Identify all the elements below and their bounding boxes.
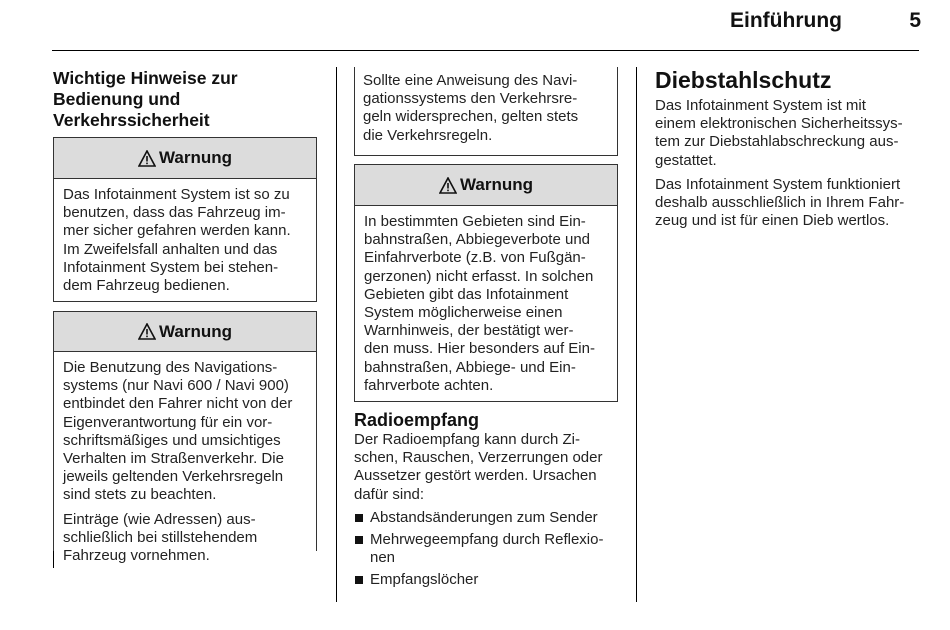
continued-warning-box xyxy=(354,67,618,156)
warning-box-1 xyxy=(53,137,317,302)
list-item xyxy=(354,509,626,527)
warning-text-3: In bestimmten Gebieten sind Ein- bahnstraßen, Abbiegeverbote und Einfahrverbote (z.B. von Fußgän- gerzonen) nicht erfasst. In solchen Gebieten gibt das Infotainment System möglicherweise einen Warnhinweis, der bestätigt wer- den muss. Hier besonders auf Ein- bahnstraßen, Abbiege- und Ein- fahrverbote achten. xyxy=(364,213,595,394)
warning-text-1: Das Infotainment System ist so zu benutzen, dass das Fahrzeug im- mer sicher gefahren werden kann. Im Zweifelsfall anhalten und das Infotainment System bei stehen- dem Fahrzeug bedienen. xyxy=(63,186,291,295)
bullet-text: Abstandsänderungen zum Sender xyxy=(370,508,598,526)
bullet-icon xyxy=(355,576,363,584)
section-title-safety: Wichtige Hinweise zur Bedienung und Verkehrssicherheit xyxy=(53,68,238,130)
warning-box-2 xyxy=(53,311,317,565)
warning-header-2 xyxy=(54,312,316,352)
bullet-icon xyxy=(355,536,363,544)
theft-protection-heading: Diebstahlschutz xyxy=(655,67,832,93)
warning-label-3: Warnung xyxy=(459,175,534,194)
warning-header-1 xyxy=(54,138,316,179)
warning-triangle-icon xyxy=(138,323,156,340)
warning-triangle-icon xyxy=(138,150,156,167)
warning-body-1 xyxy=(54,179,316,295)
warning-label-1: Warnung xyxy=(158,148,233,167)
header-divider xyxy=(52,50,919,51)
column-3 xyxy=(655,66,930,230)
warning-header-3 xyxy=(355,165,617,206)
radio-bullet-list xyxy=(354,509,626,590)
page-number: 5 xyxy=(909,9,921,32)
list-item xyxy=(354,531,626,567)
warning-text-2a: Die Benutzung des Navigations- systems (nur Navi 600 / Navi 900) entbindet den Fahrer nicht von der Eigenverantwortung für ein vor- schriftsmäßiges und umsichtiges Verhalten im Straßenverkehr. Die jeweils geltenden Verkehrsregeln sind stets zu beachten. xyxy=(63,359,293,504)
list-item xyxy=(354,571,626,589)
bullet-icon xyxy=(355,514,363,522)
page-header-title: Einführung xyxy=(730,9,842,32)
theft-protection-para-1: Das Infotainment System ist mit einem elektronischen Sicherheitssys- tem zur Diebstahlabschreckung aus- gestattet. xyxy=(655,97,903,169)
radio-section xyxy=(354,409,626,594)
bullet-text: Mehrwegeempfang durch Reflexio- nen xyxy=(370,531,604,567)
theft-protection-para-2: Das Infotainment System funktioniert deshalb ausschließlich in Ihrem Fahr- zeug und ist für einen Dieb wertlos. xyxy=(655,175,905,230)
warning-triangle-icon xyxy=(439,177,457,194)
warning-body-2 xyxy=(54,352,316,565)
column-divider-1 xyxy=(336,67,337,602)
continued-warning-text: Sollte eine Anweisung des Navi- gationssystems den Verkehrsre- geln widersprechen, gelten stets die Verkehrsregeln. xyxy=(363,72,579,144)
warning-label-2: Warnung xyxy=(158,321,233,341)
warning-text-2b: Einträge (wie Adressen) aus- schließlich bei stillstehendem Fahrzeug vornehmen. xyxy=(63,510,258,565)
column-divider-2 xyxy=(636,67,637,602)
column-1 xyxy=(53,68,318,131)
bullet-text: Empfangslöcher xyxy=(370,571,479,589)
radio-heading: Radioempfang xyxy=(354,410,480,430)
warning-box-3 xyxy=(354,164,618,402)
radio-text: Der Radioempfang kann durch Zi- schen, Rauschen, Verzerrungen oder Aussetzer gestört werden. Ursachen dafür sind: xyxy=(354,431,603,503)
warning-body-3 xyxy=(355,206,617,395)
